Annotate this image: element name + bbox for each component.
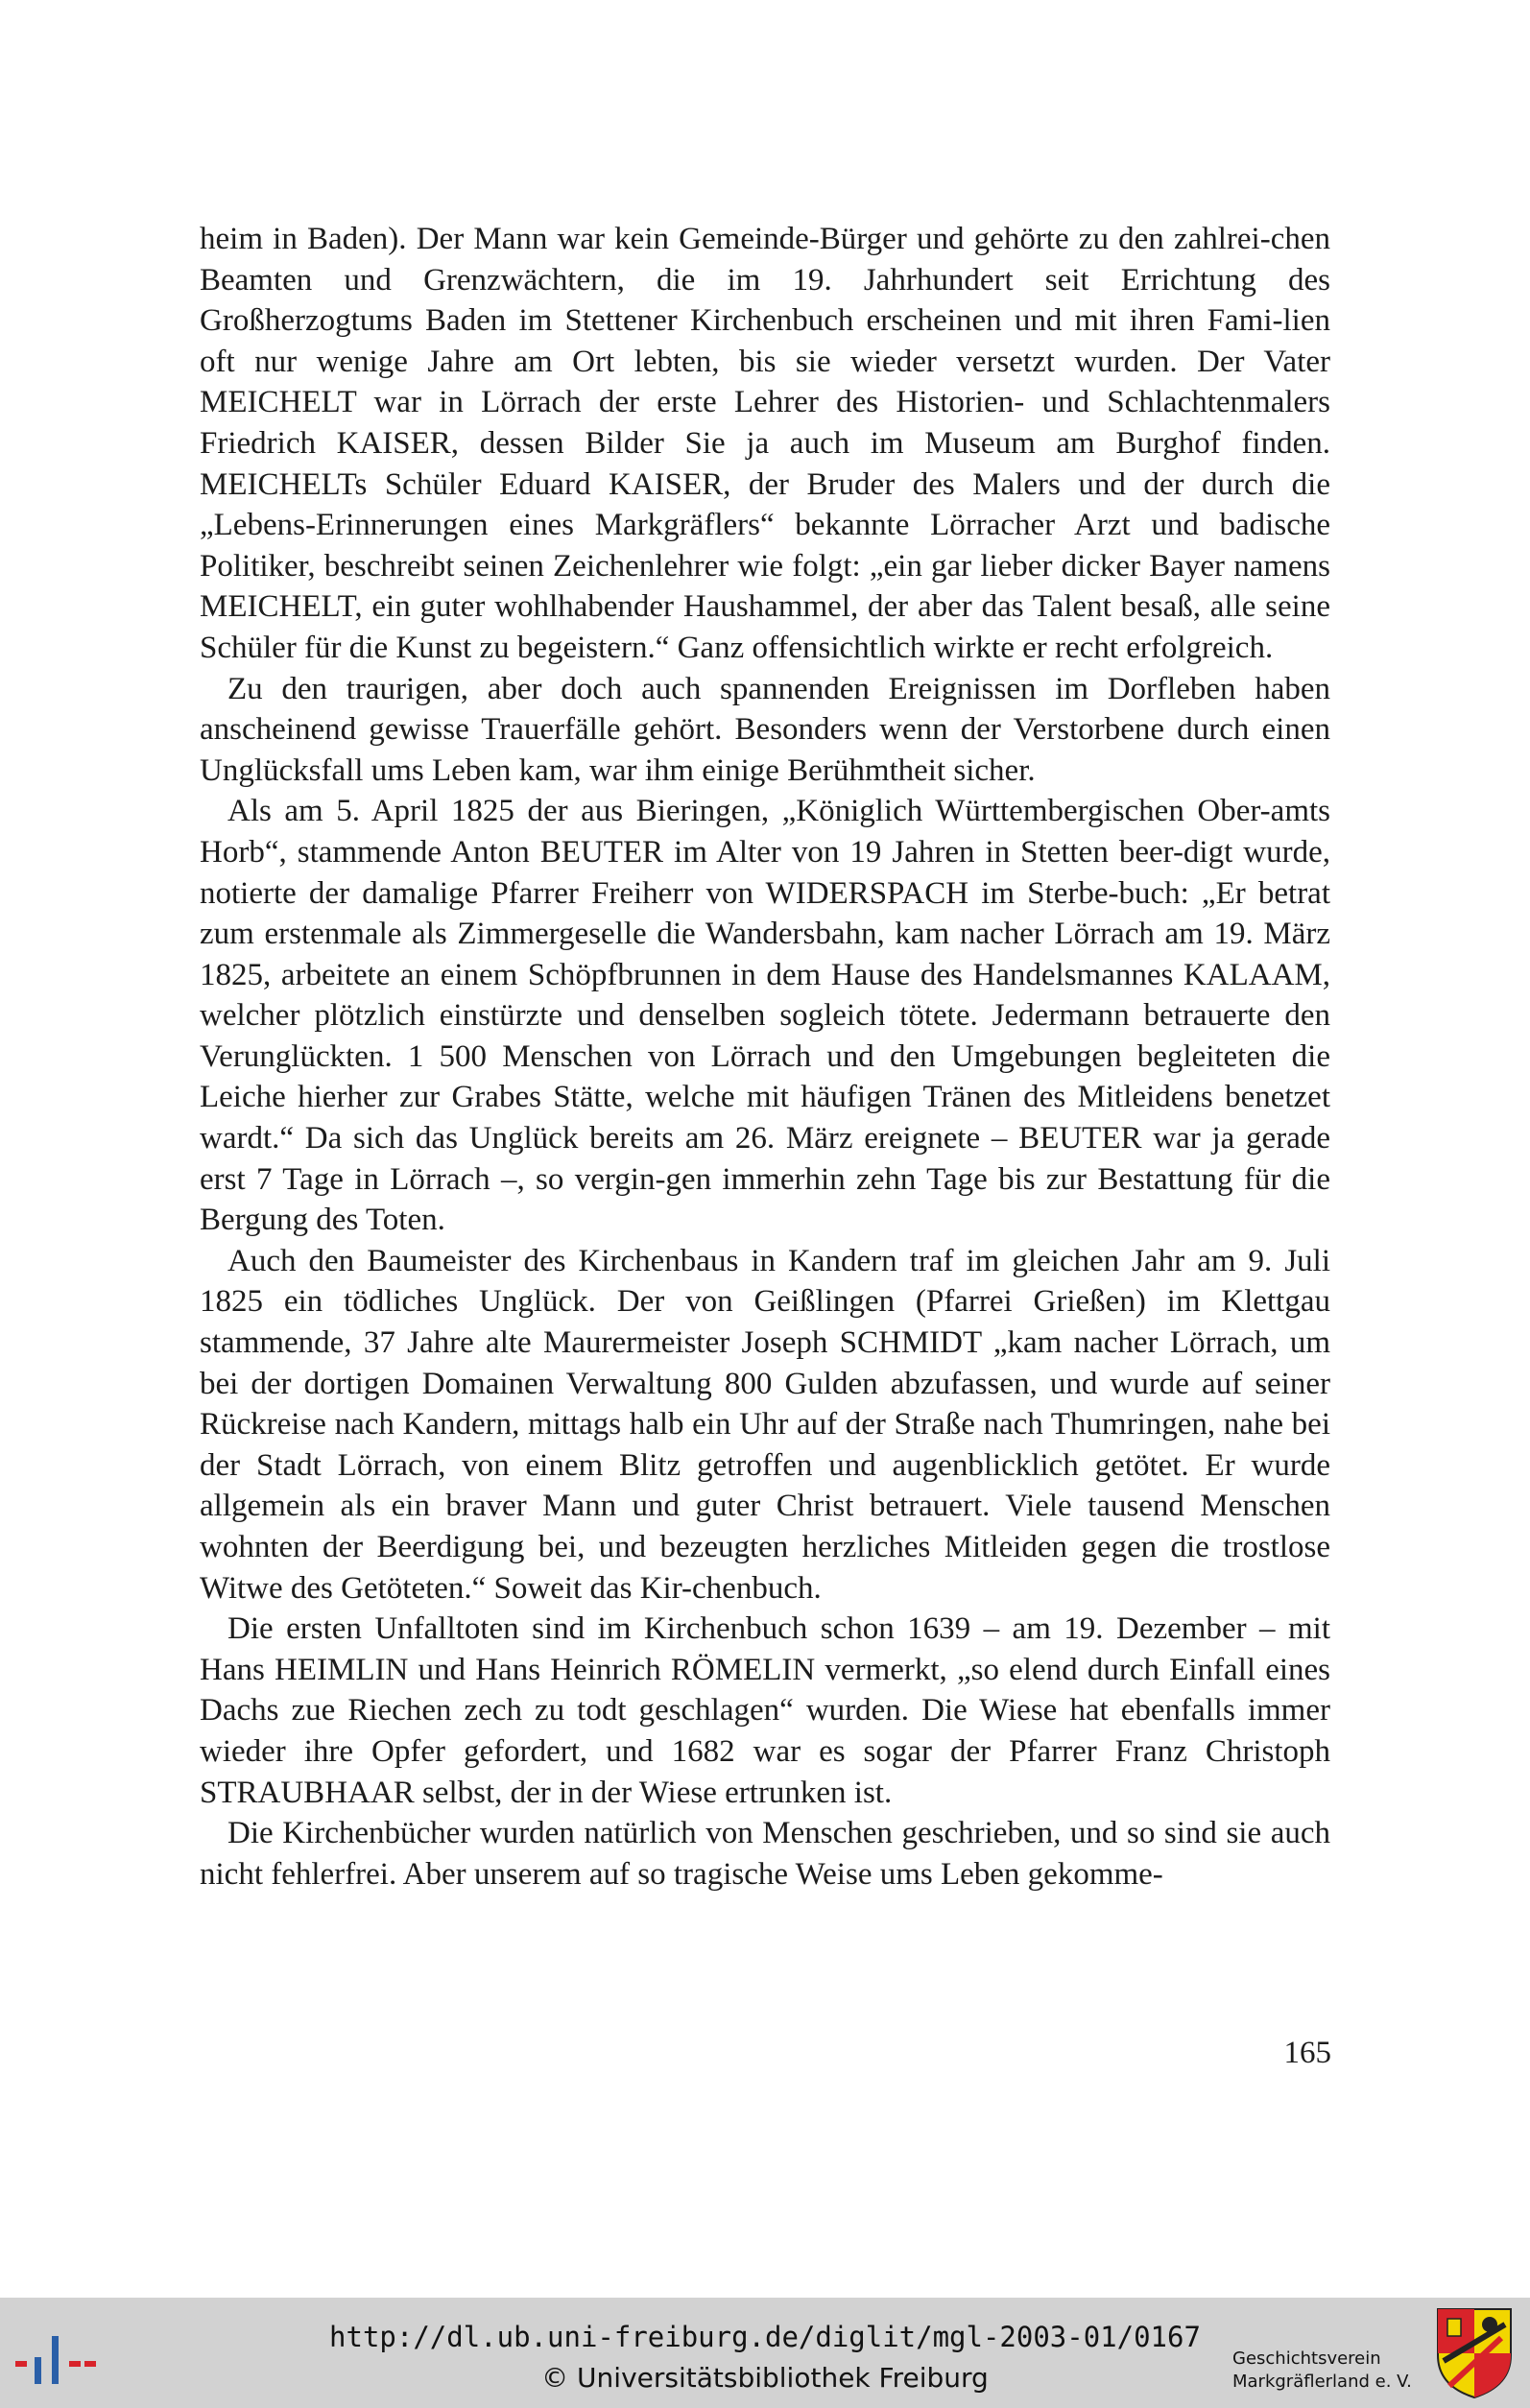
society-name-line2: Markgräflerland e. V.: [1232, 2372, 1412, 2392]
paragraph: Die ersten Unfalltoten sind im Kirchenbuch schon 1639 – am 19. Dezember – mit Hans HEIMLIN und Hans Heinrich RÖMELIN vermerkt, „so elend durch Einfall eines Dachs zue Riechen zech zu todt geschlagen“ wurden. Die Wiese hat ebenfalls immer wieder ihre Opfer gefordert, und 1682 war es sogar der Pfarrer Franz Christoph STRAUBHAAR selbst, der in der Wiese ertrunken ist.: [200, 1611, 1330, 1810]
footer-bar: [0, 2298, 1530, 2408]
paragraph: Zu den traurigen, aber doch auch spannenden Ereignissen im Dorfleben haben anscheinend gewisse Trauerfälle gehört. Besonders wenn der Verstorbene durch einen Unglücksfall ums Leben kam, war ihm einige Berühmtheit sicher.: [200, 671, 1330, 788]
paragraph: Als am 5. April 1825 der aus Bieringen, „Königlich Württembergischen Ober-amts Horb“, stammende Anton BEUTER im Alter von 19 Jahren in Stetten beer-digt wurde, notierte der damalige Pfarrer Freiherr von WIDERSPACH im Sterbe-buch: „Er betrat zum erstenmale als Zimmergeselle die Wandersbahn, kam nacher Lörrach am 19. März 1825, arbeitete an einem Schöpfbrunnen in dem Hause des Handelsmannes KALAAM, welcher plötzlich einstürzte und denselben sogleich tötete. Jedermann betrauerte den Verunglückten. 1 500 Menschen von Lörrach und den Umgebungen begleiteten die Leiche hierher zur Grabes Stätte, welche mit häufigen Tränen des Mitleidens benetzet wardt.“ Da sich das Unglück bereits am 26. März ereignete – BEUTER war ja gerade erst 7 Tage in Lörrach –, so vergin-gen immerhin zehn Tage bis zur Bestattung für die Bergung des Toten.: [200, 794, 1330, 1238]
copyright-notice: © Universitätsbibliothek Freiburg: [541, 2362, 989, 2394]
paragraph: Die Kirchenbücher wurden natürlich von Menschen geschrieben, und so sind sie auch nicht fehlerfrei. Aber unserem auf so tragische Weise ums Leben gekomme-: [200, 1816, 1330, 1892]
coat-of-arms-icon[interactable]: [1434, 2305, 1515, 2399]
page-body: [200, 219, 1330, 1895]
society-name[interactable]: [1232, 2348, 1421, 2394]
paragraph: Auch den Baumeister des Kirchenbaus in Kandern traf im gleichen Jahr am 9. Juli 1825 ein tödliches Unglück. Der von Geißlingen (Pfarrei Grießen) im Klettgau stammende, 37 Jahre alte Maurermeister Joseph SCHMIDT „kam nacher Lörrach, um bei der dortigen Domainen Verwaltung 800 Gulden abzufassen, und wurde auf seiner Rückreise nach Kandern, mittags halb ein Uhr auf der Straße nach Thumringen, nahe bei der Stadt Lörrach, von einem Blitz getroffen und augenblicklich getötet. Er wurde allgemein als ein braver Mann und guter Christ betrauert. Viele tausend Menschen wohnten der Beerdigung bei, und bezeugten herzliches Mitleiden gegen die trostlose Witwe des Getöteten.“ Soweit das Kir-chenbuch.: [200, 1243, 1330, 1606]
society-name-line1: Geschichtsverein: [1232, 2348, 1381, 2369]
paragraph: heim in Baden). Der Mann war kein Gemeinde-Bürger und gehörte zu den zahlrei-chen Beamten und Grenzwächtern, die im 19. Jahrhundert seit Errichtung des Großherzogtums Baden im Stettener Kirchenbuch erscheinen und mit ihren Fami-lien oft nur wenige Jahre am Ort lebten, bis sie wieder versetzt wurden. Der Vater MEICHELT war in Lörrach der erste Lehrer des Historien- und Schlachtenmalers Friedrich KAISER, dessen Bilder Sie ja auch im Museum am Burghof finden. MEICHELTs Schüler Eduard KAISER, der Bruder des Malers und der durch die „Lebens-Erinnerungen eines Markgräflers“ bekannte Lörracher Arzt und badische Politiker, beschreibt seinen Zeichenlehrer wie folgt: „ein gar lieber dicker Bayer namens MEICHELT, ein guter wohlhabender Haushammel, der aber das Talent besaß, alle seine Schüler für die Kunst zu begeistern.“ Ganz offensichtlich wirkte er recht erfolgreich.: [200, 222, 1330, 665]
document-url-link[interactable]: http://dl.ub.uni-freiburg.de/diglit/mgl-2003-01/0167: [329, 2321, 1201, 2353]
page-number: 165: [1283, 2036, 1331, 2070]
